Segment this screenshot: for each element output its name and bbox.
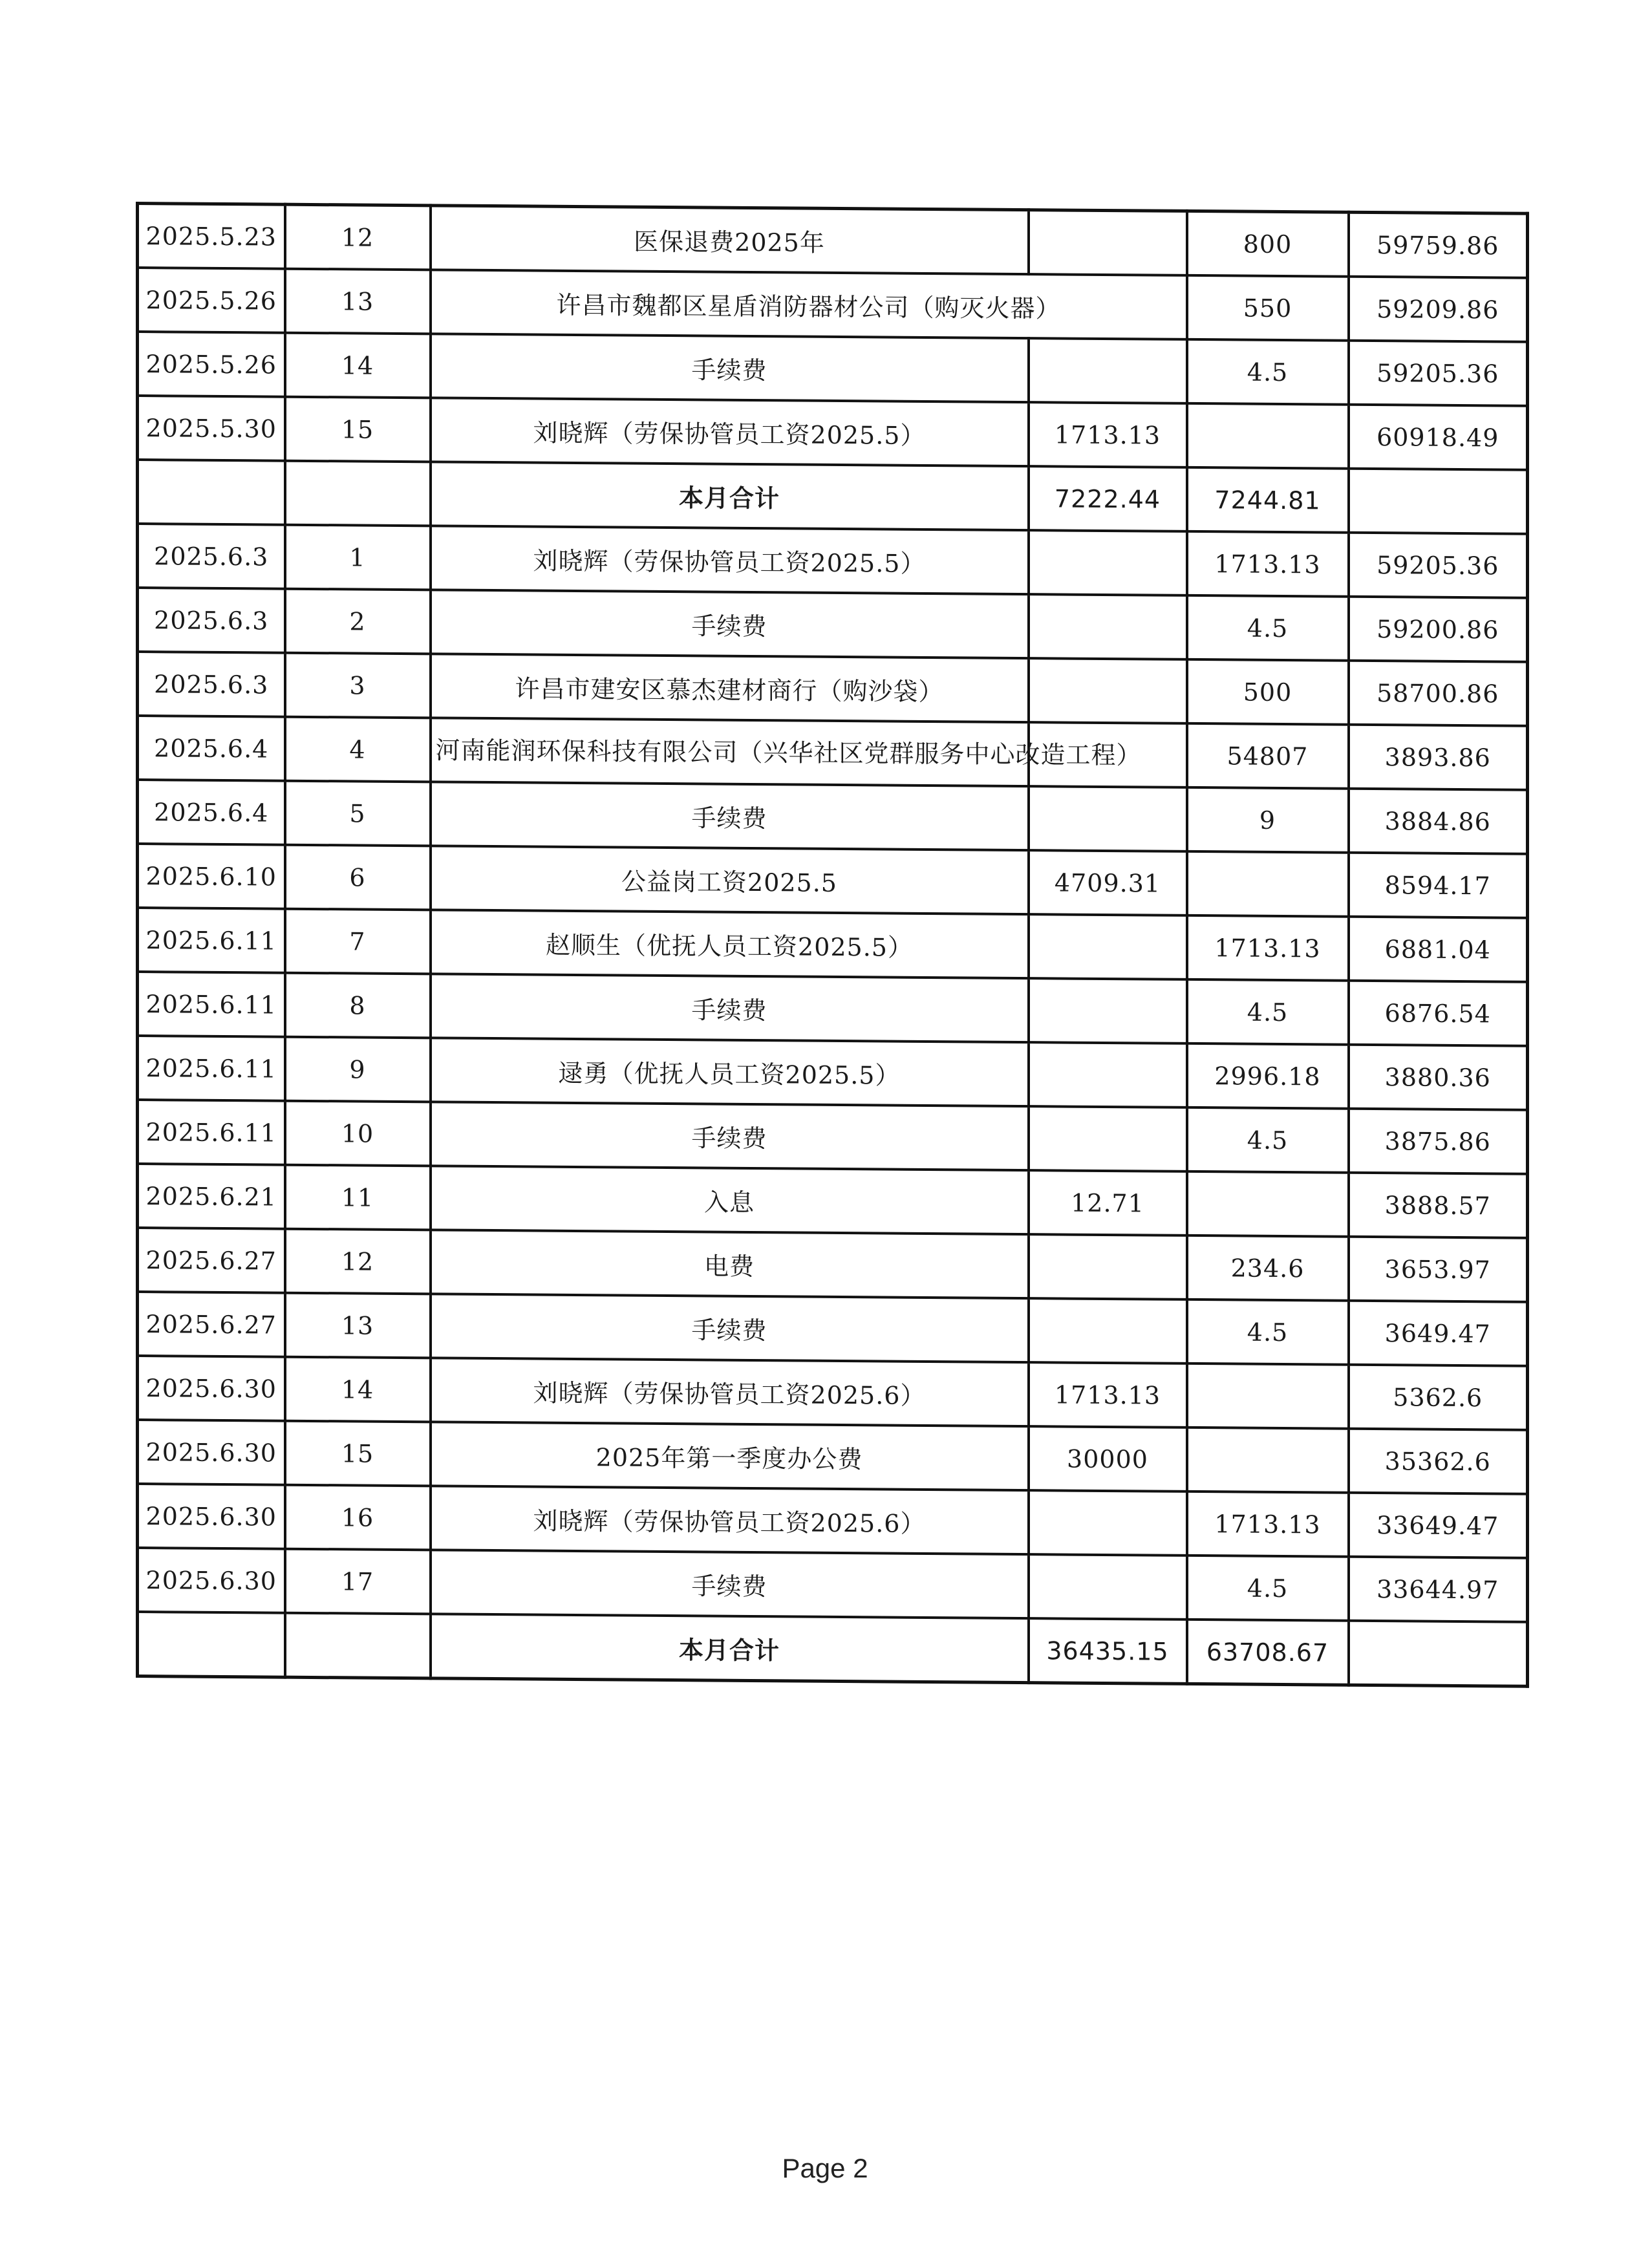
row-balance: 3875.86 (1349, 1109, 1528, 1174)
row-income (1029, 210, 1187, 275)
row-balance: 59200.86 (1349, 597, 1528, 662)
row-expense: 9 (1187, 787, 1349, 853)
row-description: 手续费 (431, 974, 1029, 1042)
ledger-row (138, 780, 1528, 854)
row-date: 2025.5.30 (138, 396, 285, 461)
row-description: 手续费 (431, 590, 1029, 658)
row-number (285, 461, 431, 526)
row-description: 刘晓辉（劳保协管员工资2025.5） (431, 526, 1029, 594)
row-number: 1 (285, 525, 431, 590)
row-income: 36435.15 (1029, 1618, 1187, 1684)
monthly-total-label: 本月合计 (431, 1614, 1029, 1682)
row-description: 手续费 (431, 334, 1029, 402)
row-income (1029, 1106, 1187, 1171)
monthly-total-row (138, 1612, 1528, 1686)
ledger-row (138, 524, 1528, 598)
row-expense: 234.6 (1187, 1236, 1349, 1301)
row-description: 公益岗工资2025.5 (431, 846, 1029, 914)
row-description: 手续费 (431, 1294, 1029, 1362)
row-income: 4709.31 (1029, 850, 1187, 915)
row-date: 2025.6.30 (138, 1356, 285, 1421)
row-date: 2025.5.26 (138, 332, 285, 397)
row-number: 15 (285, 1421, 431, 1486)
row-date: 2025.6.11 (138, 972, 285, 1037)
row-date: 2025.6.30 (138, 1548, 285, 1613)
row-number: 11 (285, 1165, 431, 1230)
row-date: 2025.6.11 (138, 908, 285, 973)
ledger-row (138, 1164, 1528, 1238)
row-number: 13 (285, 269, 431, 334)
row-date: 2025.6.30 (138, 1484, 285, 1549)
row-date: 2025.6.27 (138, 1228, 285, 1293)
row-date: 2025.6.30 (138, 1420, 285, 1485)
row-description: 2025年第一季度办公费 (431, 1422, 1029, 1490)
row-expense (1187, 403, 1349, 469)
row-income (1029, 658, 1187, 723)
row-balance: 3893.86 (1349, 725, 1528, 790)
row-balance: 33644.97 (1349, 1557, 1528, 1622)
row-balance: 6881.04 (1349, 917, 1528, 982)
row-income (1029, 1490, 1187, 1556)
row-description: 刘晓辉（劳保协管员工资2025.6） (431, 1486, 1029, 1554)
row-description: 逯勇（优抚人员工资2025.5） (431, 1038, 1029, 1106)
row-expense: 7244.81 (1187, 467, 1349, 533)
row-description: 许昌市建安区慕杰建材商行（购沙袋） (431, 654, 1029, 722)
row-expense: 1713.13 (1187, 531, 1349, 597)
monthly-total-row (138, 460, 1528, 534)
row-date: 2025.6.11 (138, 1036, 285, 1101)
ledger-row (138, 1292, 1528, 1366)
row-balance: 8594.17 (1349, 853, 1528, 918)
row-description: 手续费 (431, 1550, 1029, 1618)
row-balance: 59209.86 (1349, 277, 1528, 342)
row-income (1029, 1042, 1187, 1107)
row-number: 3 (285, 653, 431, 718)
monthly-total-label: 本月合计 (431, 462, 1029, 530)
row-income (1029, 786, 1187, 851)
row-income (1029, 1234, 1187, 1300)
row-number: 13 (285, 1293, 431, 1358)
row-number: 15 (285, 397, 431, 462)
row-description: 河南能润环保科技有限公司（兴华社区党群服务中心改造工程） (431, 718, 1029, 786)
row-number: 10 (285, 1101, 431, 1166)
ledger-row (138, 1228, 1528, 1302)
row-expense: 4.5 (1187, 1556, 1349, 1621)
row-income: 1713.13 (1029, 1362, 1187, 1428)
ledger-row (138, 652, 1528, 726)
row-date: 2025.5.26 (138, 268, 285, 333)
ledger-row (138, 1484, 1528, 1558)
ledger-row (138, 908, 1528, 982)
row-balance: 6876.54 (1349, 981, 1528, 1046)
row-number: 17 (285, 1549, 431, 1614)
row-expense: 4.5 (1187, 595, 1349, 661)
row-income (1029, 914, 1187, 979)
ledger-row (138, 844, 1528, 918)
ledger-row (138, 1548, 1528, 1622)
ledger-row (138, 332, 1528, 406)
row-description: 赵顺生（优抚人员工资2025.5） (431, 910, 1029, 978)
row-expense (1187, 851, 1349, 917)
row-balance: 3653.97 (1349, 1237, 1528, 1302)
row-number: 6 (285, 845, 431, 910)
row-balance (1349, 1621, 1528, 1687)
row-number: 14 (285, 333, 431, 398)
row-balance: 3884.86 (1349, 789, 1528, 854)
row-expense: 1713.13 (1187, 915, 1349, 981)
row-date: 2025.6.4 (138, 780, 285, 845)
row-balance: 3649.47 (1349, 1301, 1528, 1366)
row-expense (1187, 1171, 1349, 1237)
row-expense: 4.5 (1187, 1300, 1349, 1365)
ledger-row (138, 1356, 1528, 1430)
row-income: 7222.44 (1029, 466, 1187, 531)
row-description: 电费 (431, 1230, 1029, 1298)
ledger-table (136, 202, 1529, 1688)
ledger-row (138, 204, 1528, 278)
row-date: 2025.6.27 (138, 1292, 285, 1357)
row-number: 5 (285, 781, 431, 846)
row-balance: 58700.86 (1349, 661, 1528, 726)
row-date: 2025.6.11 (138, 1100, 285, 1165)
ledger-sheet (136, 202, 1526, 1688)
row-description: 手续费 (431, 1102, 1029, 1170)
ledger-row (138, 716, 1528, 790)
row-income (1029, 1298, 1187, 1364)
row-balance: 33649.47 (1349, 1493, 1528, 1558)
row-date: 2025.6.21 (138, 1164, 285, 1229)
row-balance: 60918.49 (1349, 405, 1528, 470)
row-income (1029, 1554, 1187, 1620)
row-balance: 59759.86 (1349, 212, 1528, 278)
row-expense (1187, 1428, 1349, 1493)
row-balance: 3888.57 (1349, 1173, 1528, 1238)
row-income (1029, 530, 1187, 595)
row-expense: 63708.67 (1187, 1620, 1349, 1685)
row-number: 16 (285, 1485, 431, 1550)
row-number: 12 (285, 1229, 431, 1294)
row-description: 刘晓辉（劳保协管员工资2025.6） (431, 1358, 1029, 1426)
row-income: 30000 (1029, 1426, 1187, 1492)
row-expense: 2996.18 (1187, 1043, 1349, 1109)
row-date (138, 460, 285, 525)
row-number: 7 (285, 909, 431, 974)
ledger-body (138, 204, 1528, 1687)
row-description: 刘晓辉（劳保协管员工资2025.5） (431, 398, 1029, 466)
ledger-row (138, 1420, 1528, 1494)
row-balance: 59205.36 (1349, 341, 1528, 406)
row-date: 2025.6.3 (138, 588, 285, 653)
row-expense: 550 (1187, 275, 1349, 341)
ledger-row (138, 396, 1528, 470)
row-income: 1713.13 (1029, 402, 1187, 467)
row-number: 2 (285, 589, 431, 654)
row-date: 2025.6.10 (138, 844, 285, 909)
row-expense: 4.5 (1187, 979, 1349, 1045)
row-date: 2025.6.3 (138, 524, 285, 589)
row-expense: 4.5 (1187, 339, 1349, 405)
row-number: 9 (285, 1037, 431, 1102)
row-balance (1349, 469, 1528, 534)
row-description: 许昌市魏都区星盾消防器材公司（购灭火器） (431, 270, 1187, 339)
row-date (138, 1612, 285, 1677)
row-expense: 1713.13 (1187, 1492, 1349, 1557)
row-balance: 3880.36 (1349, 1045, 1528, 1110)
row-balance: 5362.6 (1349, 1365, 1528, 1430)
row-number: 4 (285, 717, 431, 782)
row-description: 手续费 (431, 782, 1029, 850)
row-number: 8 (285, 973, 431, 1038)
ledger-row (138, 1100, 1528, 1174)
row-expense: 54807 (1187, 723, 1349, 789)
row-balance: 35362.6 (1349, 1429, 1528, 1494)
row-income (1029, 978, 1187, 1043)
row-expense: 800 (1187, 211, 1349, 276)
row-description: 入息 (431, 1166, 1029, 1234)
row-number: 14 (285, 1357, 431, 1422)
row-description: 医保退费2025年 (431, 206, 1029, 274)
row-expense (1187, 1364, 1349, 1429)
ledger-row (138, 268, 1528, 342)
row-income: 12.71 (1029, 1170, 1187, 1236)
page-number: Page 2 (782, 2153, 868, 2183)
row-expense: 500 (1187, 659, 1349, 725)
row-date: 2025.5.23 (138, 204, 285, 269)
ledger-row (138, 1036, 1528, 1110)
row-expense: 4.5 (1187, 1107, 1349, 1173)
ledger-row (138, 588, 1528, 662)
row-date: 2025.6.3 (138, 652, 285, 717)
ledger-row (138, 972, 1528, 1046)
row-balance: 59205.36 (1349, 533, 1528, 598)
row-number (285, 1613, 431, 1678)
row-number: 12 (285, 204, 431, 270)
row-income (1029, 338, 1187, 403)
row-date: 2025.6.4 (138, 716, 285, 781)
row-income (1029, 594, 1187, 659)
